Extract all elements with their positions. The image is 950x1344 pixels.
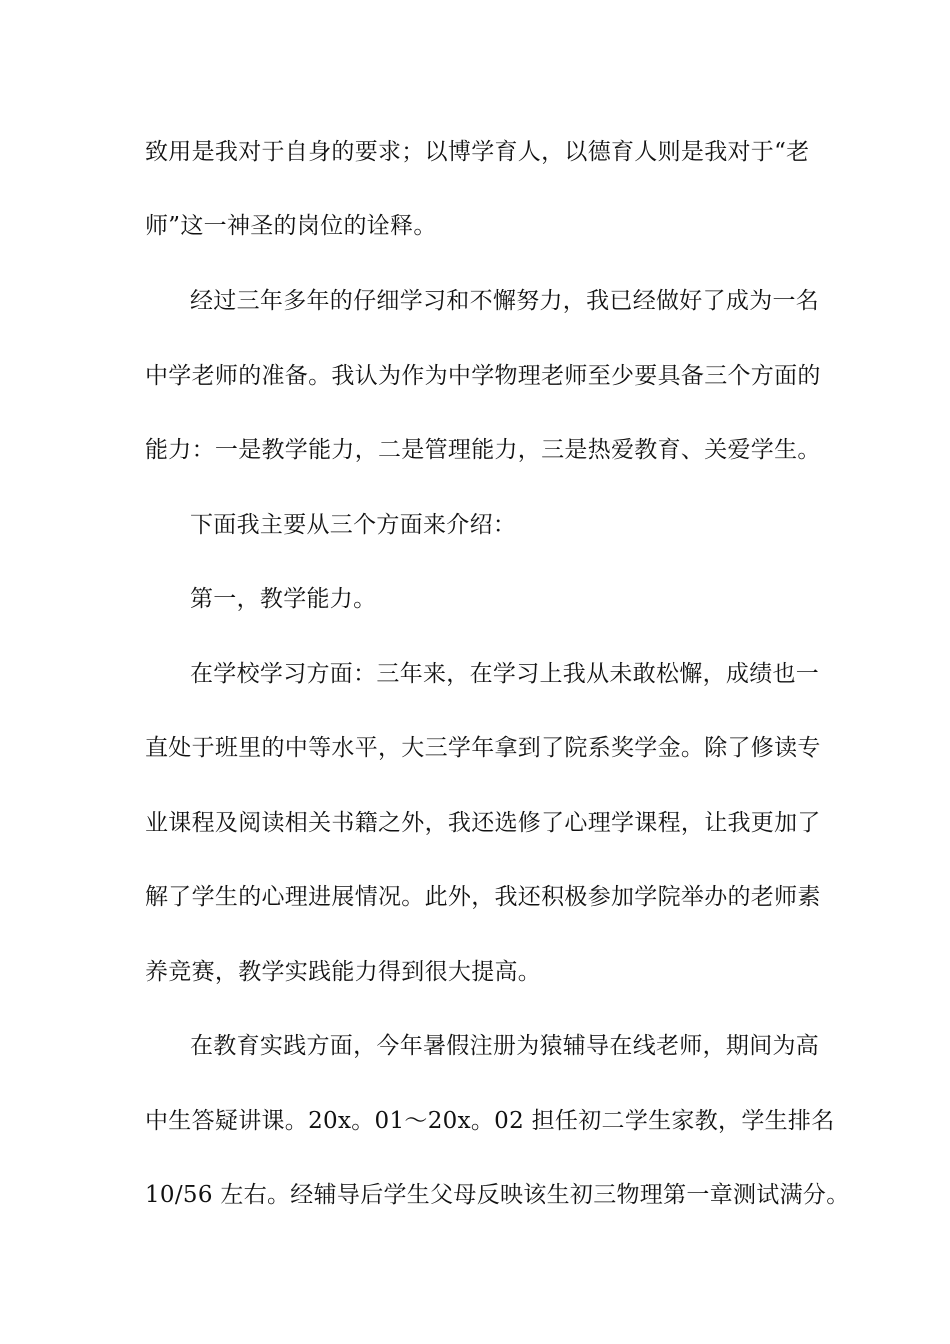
paragraph-line: 下面我主要从三个方面来介绍： [190,512,517,538]
paragraph-line: 养竞赛，教学实践能力得到很大提高。 [145,959,542,985]
section-heading: 第一，教学能力。 [190,586,377,612]
paragraph-line: 致用是我对于自身的要求；以博学育人，以德育人则是我对于“老 [145,139,810,165]
paragraph-line: 解了学生的心理进展情况。此外，我还积极参加学院举办的老师素 [145,884,821,910]
paragraph-line: 10/56 左右。经辅导后学生父母反映该生初三物理第一章测试满分。 [145,1182,850,1208]
paragraph-line: 直处于班里的中等水平，大三学年拿到了院系奖学金。除了修读专 [145,735,821,761]
paragraph-line: 经过三年多年的仔细学习和不懈努力，我已经做好了成为一名 [190,288,820,314]
paragraph-line: 能力：一是教学能力，二是管理能力，三是热爱教育、关爱学生。 [145,437,821,463]
paragraph-line: 在学校学习方面：三年来，在学习上我从未敢松懈，成绩也一 [190,661,820,687]
paragraph-line: 中生答疑讲课。20x。01～20x。02 担任初二学生家教，学生排名 [145,1108,835,1134]
paragraph-line: 中学老师的准备。我认为作为中学物理老师至少要具备三个方面的 [145,363,821,389]
paragraph-line: 师”这一神圣的岗位的诠释。 [145,213,437,239]
paragraph-line: 业课程及阅读相关书籍之外，我还选修了心理学课程，让我更加了 [145,810,821,836]
paragraph-line: 在教育实践方面，今年暑假注册为猿辅导在线老师，期间为高 [190,1033,820,1059]
